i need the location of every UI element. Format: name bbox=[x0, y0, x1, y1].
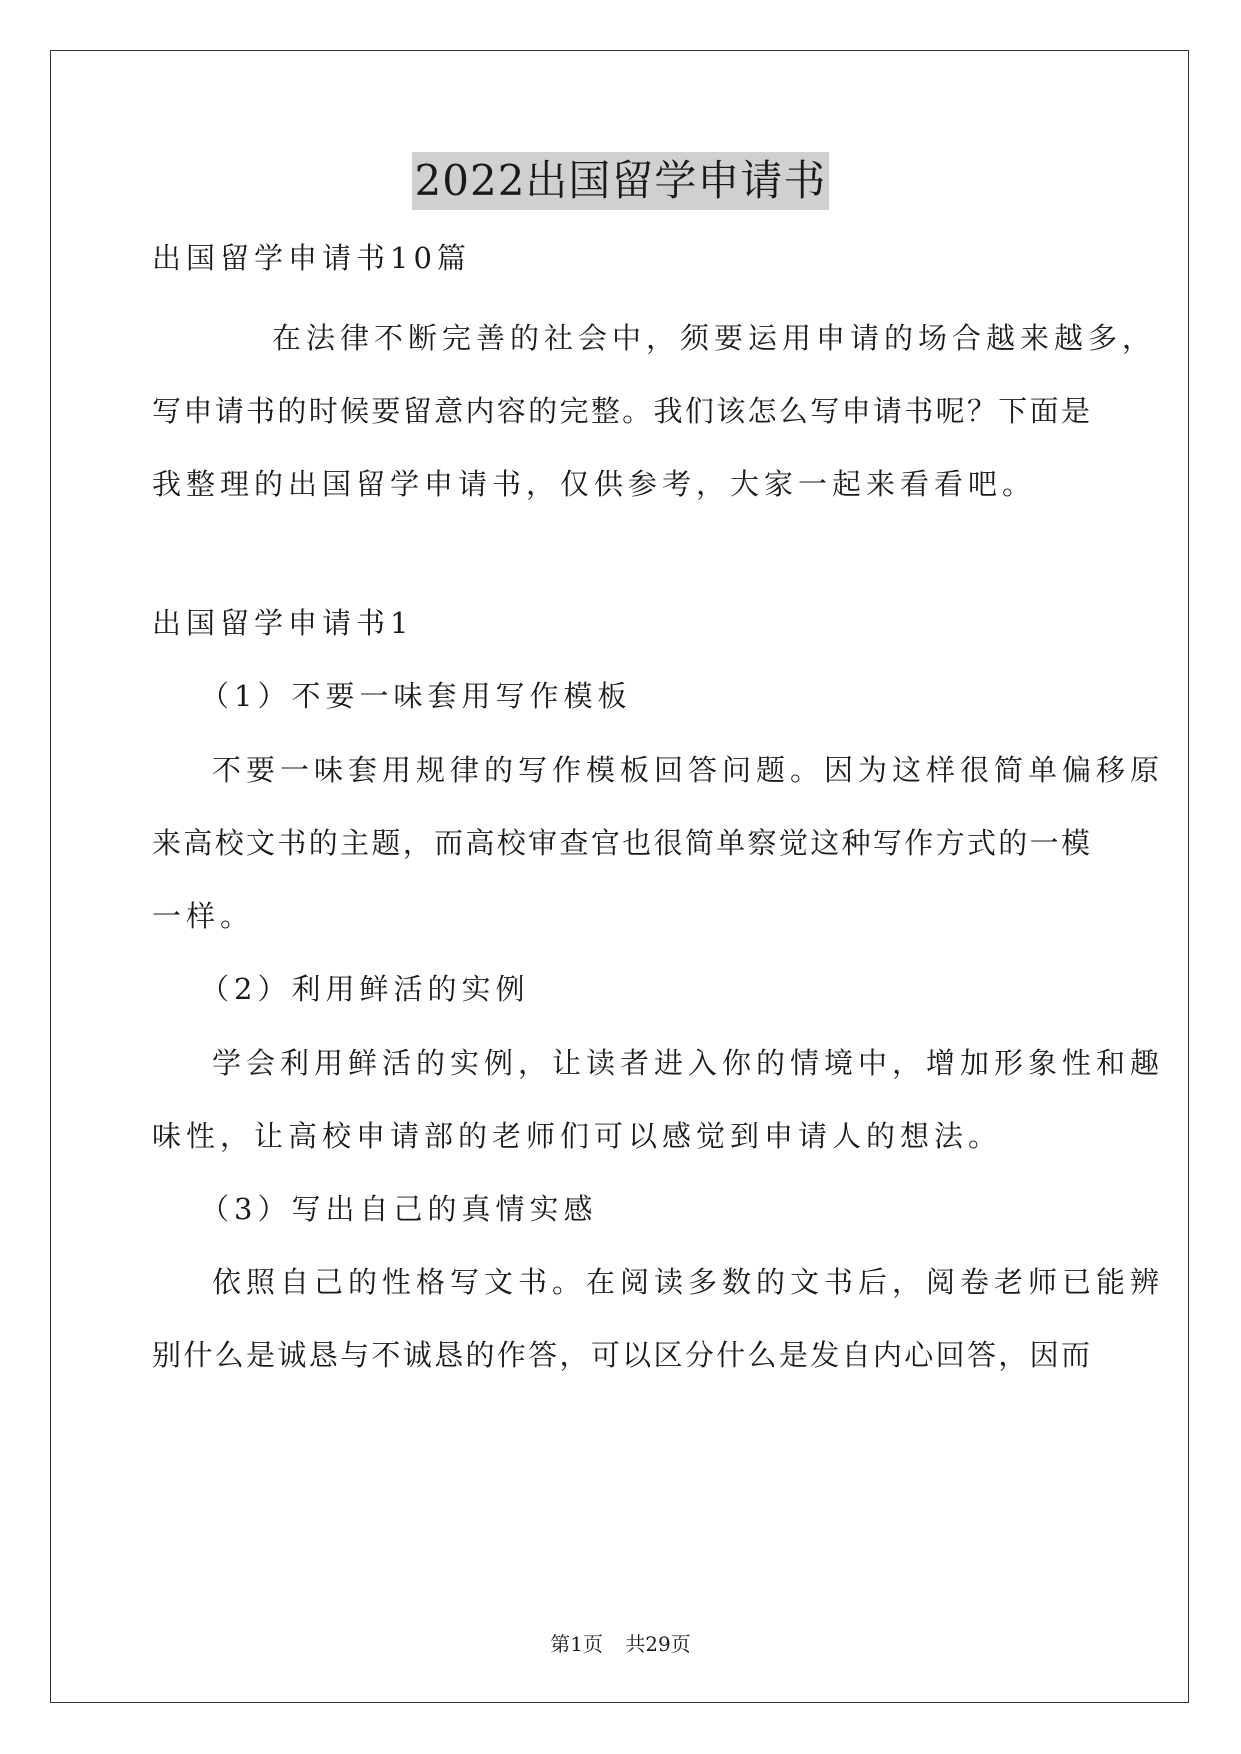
point-3-line-1: 依照自己的性格写文书。在阅读多数的文书后，阅卷老师已能辨 bbox=[212, 1265, 1165, 1299]
point-1-line-2: 来高校文书的主题，而高校审查官也很简单察觉这种写作方式的一模 bbox=[152, 826, 1090, 860]
document-title: 2022出国留学申请书 bbox=[412, 152, 830, 210]
page-number: 第1页 bbox=[550, 1632, 603, 1656]
point-1-line-3: 一样。 bbox=[152, 899, 255, 933]
point-3-heading: （3）写出自己的真情实感 bbox=[200, 1192, 598, 1226]
intro-line-1: 在法律不断完善的社会中，须要运用申请的场合越来越多， bbox=[272, 321, 1157, 355]
page-border bbox=[50, 50, 1189, 1703]
point-3-line-2: 别什么是诚恳与不诚恳的作答，可以区分什么是发自内心回答，因而 bbox=[152, 1338, 1090, 1372]
page-total: 共29页 bbox=[625, 1632, 691, 1656]
title-container bbox=[0, 152, 1241, 210]
section-heading: 出国留学申请书1 bbox=[152, 606, 414, 640]
point-2-line-1: 学会利用鲜活的实例，让读者进入你的情境中，增加形象性和趣 bbox=[212, 1046, 1165, 1080]
intro-line-2: 写申请书的时候要留意内容的完整。我们该怎么写申请书呢？下面是 bbox=[152, 394, 1090, 428]
subtitle: 出国留学申请书10篇 bbox=[152, 241, 471, 275]
point-1-heading: （1）不要一味套用写作模板 bbox=[200, 679, 632, 713]
page-footer bbox=[0, 1630, 1241, 1658]
point-1-line-1: 不要一味套用规律的写作模板回答问题。因为这样很简单偏移原 bbox=[212, 753, 1165, 787]
point-2-heading: （2）利用鲜活的实例 bbox=[200, 972, 530, 1006]
intro-line-3: 我整理的出国留学申请书，仅供参考，大家一起来看看吧。 bbox=[152, 467, 1037, 501]
point-2-line-2: 味性，让高校申请部的老师们可以感觉到申请人的想法。 bbox=[152, 1119, 1003, 1153]
